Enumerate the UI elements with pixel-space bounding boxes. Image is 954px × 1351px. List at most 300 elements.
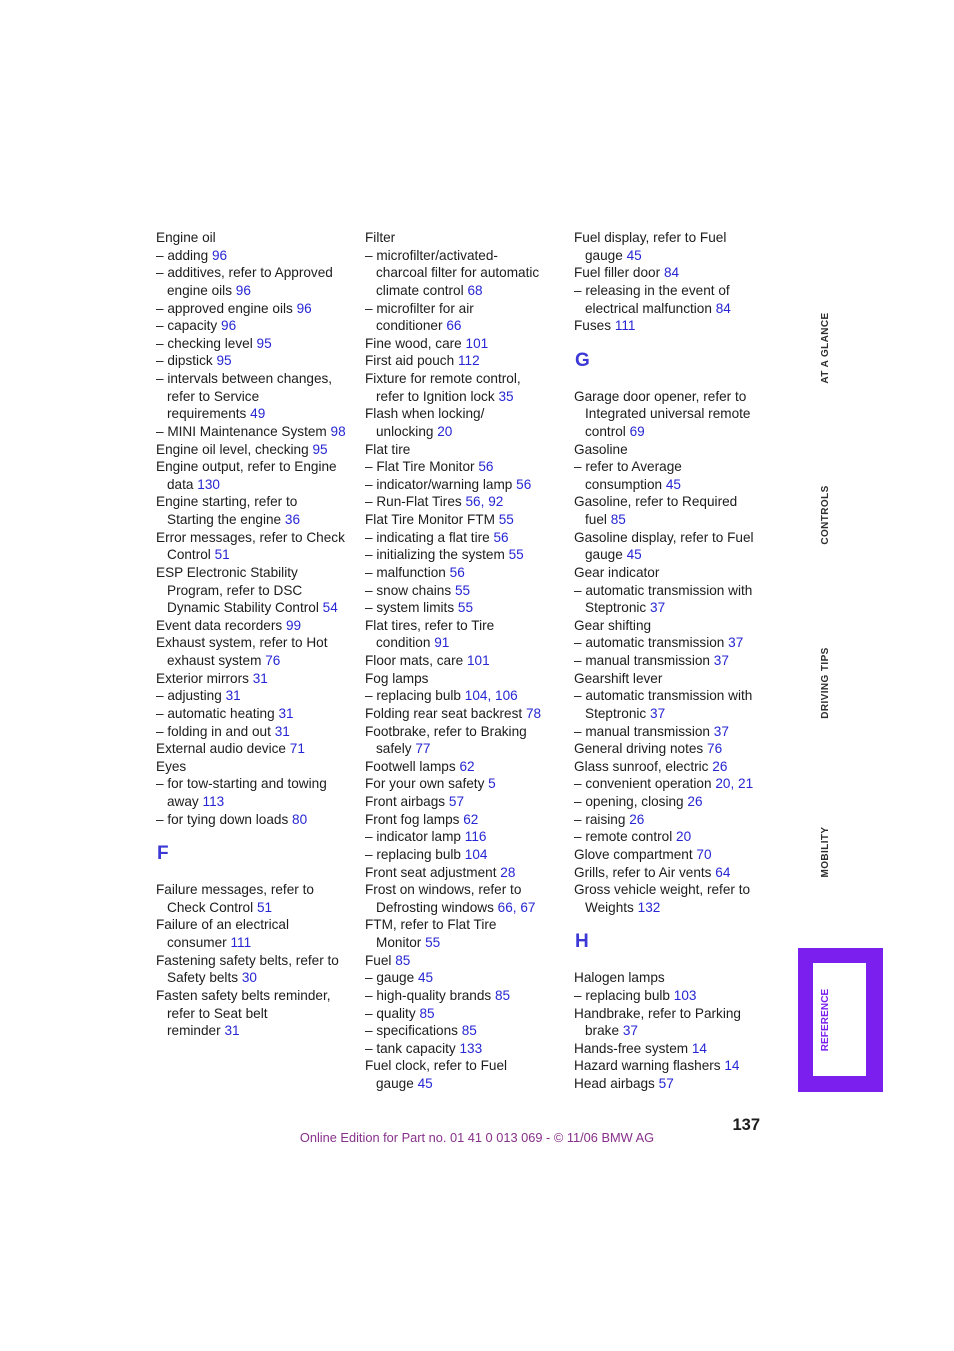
index-term-text: – malfunction — [365, 564, 446, 580]
page-link[interactable]: 20 — [715, 776, 731, 792]
page-link[interactable]: 55 — [457, 600, 474, 616]
index-entry-line — [365, 952, 565, 970]
index-entry — [365, 599, 565, 617]
index-term-text: Engine output, refer to Engine — [156, 459, 337, 475]
page-references — [499, 512, 514, 527]
page-link[interactable]: 26 — [712, 758, 728, 774]
page-link[interactable]: 45 — [626, 547, 642, 563]
index-term-text: Failure messages, refer to — [156, 882, 314, 898]
index-entry — [365, 405, 565, 440]
page-link[interactable]: 31 — [225, 688, 241, 704]
page-separator: , — [730, 776, 739, 792]
page-link[interactable]: 69 — [629, 423, 645, 439]
section-letter-g: G — [575, 349, 590, 371]
page-references — [714, 724, 729, 739]
page-link[interactable]: 96 — [235, 282, 251, 298]
page-references — [465, 847, 488, 862]
index-entry — [156, 529, 356, 564]
index-entry — [365, 1040, 565, 1058]
side-tab-controls: CONTROLS — [820, 485, 831, 545]
index-entry-line — [156, 634, 356, 652]
page-link[interactable]: 56 — [516, 476, 532, 492]
index-entry-line — [156, 300, 356, 318]
index-entry-line — [574, 229, 774, 247]
index-entry — [574, 388, 774, 441]
index-entry — [365, 811, 565, 829]
page-link[interactable]: 51 — [256, 899, 273, 915]
index-entry — [365, 370, 565, 405]
page-link[interactable]: 80 — [292, 811, 308, 827]
index-entry-line — [574, 1005, 774, 1023]
page-link[interactable]: 85 — [461, 1023, 477, 1039]
index-term-text: – automatic transmission with — [574, 688, 753, 704]
index-entry-line — [156, 441, 356, 459]
index-entry-line — [574, 282, 774, 300]
page-link[interactable]: 28 — [500, 864, 516, 880]
index-term-text: Engine oil — [156, 230, 216, 245]
index-entry-line — [376, 264, 565, 282]
index-entry-line — [156, 916, 356, 934]
page-link[interactable]: 101 — [465, 335, 489, 351]
page-link[interactable]: 45 — [417, 1076, 433, 1091]
page-references — [297, 301, 312, 316]
index-term-text: away — [167, 794, 199, 809]
page-references — [212, 248, 227, 263]
index-entry — [574, 564, 774, 582]
page-link[interactable]: 35 — [498, 388, 514, 404]
page-references — [659, 1076, 674, 1091]
index-term-text: Fuel clock, refer to Fuel — [365, 1058, 508, 1074]
index-entry — [574, 969, 774, 987]
page-link[interactable]: 71 — [289, 741, 305, 757]
index-entry — [365, 775, 565, 793]
index-entry — [156, 811, 356, 829]
index-term-text: Filter — [365, 230, 396, 245]
page-references — [498, 389, 513, 404]
index-term-text: – for tow-starting and towing — [156, 776, 327, 792]
page-link[interactable]: 66 — [497, 899, 513, 915]
index-entry-line — [376, 388, 565, 406]
index-term-text: Engine starting, refer to — [156, 494, 298, 510]
page-references — [674, 988, 697, 1003]
index-term-text: – additives, refer to Approved — [156, 265, 333, 281]
page-references — [286, 618, 301, 633]
index-entry-line — [167, 546, 356, 564]
index-term-text: External audio device — [156, 741, 286, 757]
index-entry-line — [365, 493, 565, 511]
index-term-text: Program, refer to DSC — [167, 582, 303, 598]
page-references — [236, 283, 251, 298]
side-tab-reference-marker — [798, 948, 883, 1092]
index-term-text: Front seat adjustment — [365, 864, 497, 880]
page-link[interactable]: 51 — [214, 547, 230, 563]
index-term-text: Error messages, refer to Check — [156, 529, 345, 545]
page-references — [664, 265, 679, 280]
page-link[interactable]: 37 — [622, 1023, 638, 1039]
page-link[interactable]: 98 — [330, 423, 346, 439]
index-entry — [365, 476, 565, 494]
index-entry — [365, 247, 565, 300]
index-term-text: fuel — [585, 512, 607, 527]
index-term-text: Engine oil level, checking — [156, 441, 309, 457]
index-entry — [574, 723, 774, 741]
index-entry — [574, 617, 774, 635]
index-term-text: Fine wood, care — [365, 335, 462, 351]
page-references — [715, 776, 753, 791]
index-entry — [156, 317, 356, 335]
index-term-text: – dipstick — [156, 353, 213, 369]
page-link[interactable]: 95 — [216, 353, 232, 369]
index-entry — [574, 282, 774, 317]
page-link[interactable]: 70 — [696, 846, 712, 862]
page-references — [696, 847, 711, 862]
index-entry-line — [156, 352, 356, 370]
page-references — [707, 741, 722, 756]
index-term-text: conditioner — [376, 318, 443, 334]
index-entry — [574, 670, 774, 688]
page-references — [437, 424, 452, 439]
index-term-text: Safety belts — [167, 970, 239, 986]
index-entry-line — [376, 899, 565, 917]
index-entry-line — [167, 969, 356, 987]
page-link[interactable]: 113 — [202, 794, 225, 809]
page-link[interactable]: 85 — [495, 987, 511, 1003]
side-tab-mobility: MOBILITY — [820, 826, 831, 878]
page-link[interactable]: 96 — [211, 247, 228, 263]
index-entry — [156, 493, 356, 528]
index-entry — [365, 952, 565, 970]
page-references — [253, 671, 268, 686]
index-entry — [365, 335, 565, 353]
page-link[interactable]: 55 — [454, 582, 471, 598]
index-entry-line — [574, 670, 774, 688]
index-entry-line — [365, 582, 565, 600]
index-term-text: – Flat Tire Monitor — [365, 459, 475, 475]
page-link[interactable]: 116 — [464, 829, 487, 845]
page-separator: , — [512, 899, 521, 915]
page-references — [257, 336, 272, 351]
page-references — [623, 1023, 638, 1038]
page-link[interactable]: 21 — [738, 776, 754, 792]
page-link[interactable]: 37 — [728, 635, 744, 651]
page-link[interactable]: 96 — [296, 300, 312, 316]
section-letter-h: H — [575, 931, 589, 953]
index-entry-line — [365, 723, 565, 741]
page-link[interactable]: 56 — [449, 564, 465, 580]
page-link[interactable]: 85 — [395, 952, 411, 968]
page-link[interactable]: 62 — [463, 811, 479, 827]
page-link[interactable]: 31 — [278, 705, 294, 721]
index-entry-line — [167, 899, 356, 917]
page-link[interactable]: 37 — [650, 705, 666, 721]
index-term-text: – indicating a flat tire — [365, 529, 490, 545]
page-link[interactable]: 85 — [610, 512, 626, 527]
page-references — [724, 1058, 739, 1073]
index-entry — [156, 370, 356, 423]
index-term-text: consumer — [167, 935, 227, 950]
index-term-text: Check Control — [167, 899, 254, 915]
page-link[interactable]: 56 — [465, 494, 481, 510]
page-link[interactable]: 45 — [665, 476, 681, 492]
page-link[interactable]: 36 — [284, 512, 301, 527]
index-entry — [156, 264, 356, 299]
index-term-text: – automatic transmission — [574, 635, 725, 651]
page-link[interactable]: 111 — [230, 935, 252, 950]
index-entry-line — [365, 352, 565, 370]
page-link[interactable]: 111 — [614, 318, 636, 334]
index-entry — [156, 723, 356, 741]
footer-edition-note: Online Edition for Part no. 01 41 0 013 069 - © 11/06 BMW AG — [299, 1130, 655, 1145]
page-link[interactable]: 5 — [488, 776, 496, 792]
index-entry-line — [574, 458, 774, 476]
index-entry-line — [365, 458, 565, 476]
index-entry — [365, 987, 565, 1005]
page-link[interactable]: 31 — [252, 670, 268, 686]
index-term-text: – folding in and out — [156, 723, 271, 739]
page-references — [450, 565, 465, 580]
index-term-text: – quality — [365, 1005, 416, 1021]
page-link[interactable]: 112 — [457, 353, 480, 369]
page-link[interactable]: 37 — [713, 723, 729, 739]
index-term-text: – MINI Maintenance System — [156, 423, 327, 439]
index-term-text: Integrated universal remote — [585, 406, 751, 422]
index-entry-line — [167, 1005, 356, 1023]
page-link[interactable]: 84 — [715, 300, 731, 316]
index-term-text: Flat tire — [365, 441, 411, 457]
index-entry-line — [376, 282, 565, 300]
page-link[interactable]: 78 — [525, 705, 542, 721]
page-link[interactable]: 31 — [224, 1023, 240, 1039]
page-link[interactable]: 49 — [250, 406, 266, 422]
page-link[interactable]: 133 — [459, 1040, 483, 1056]
index-entry-line — [574, 687, 774, 705]
index-entry — [156, 758, 356, 776]
page-link[interactable]: 56 — [493, 529, 509, 545]
index-term-text: data — [167, 476, 194, 492]
index-term-text: Folding rear seat backrest — [365, 705, 523, 721]
index-entry-line — [574, 529, 774, 547]
index-entry-line — [585, 423, 774, 441]
page-link[interactable]: 103 — [673, 987, 697, 1003]
index-entry — [365, 687, 565, 705]
page-references — [418, 1076, 433, 1091]
page-link[interactable]: 92 — [488, 494, 504, 510]
index-entry-line — [574, 723, 774, 741]
index-entry-line — [574, 846, 774, 864]
index-term-text: Eyes — [156, 758, 187, 774]
page-link[interactable]: 95 — [256, 335, 272, 351]
index-term-text: First aid pouch — [365, 353, 455, 369]
page-separator: , — [487, 688, 496, 704]
page-link[interactable]: 104 — [464, 688, 488, 704]
index-entry-line — [365, 511, 565, 529]
page-references — [728, 635, 743, 650]
page-link[interactable]: 68 — [467, 282, 483, 298]
page-references — [478, 459, 493, 474]
page-link[interactable]: 85 — [419, 1005, 435, 1021]
index-term-text: – capacity — [156, 318, 218, 334]
index-term-text: Weights — [585, 899, 634, 915]
page-link[interactable]: 55 — [425, 935, 441, 950]
index-entry — [156, 352, 356, 370]
page-references — [463, 812, 478, 827]
page-link[interactable]: 91 — [434, 635, 450, 651]
index-entry-line — [574, 388, 774, 406]
index-term-text: Handbrake, refer to Parking — [574, 1005, 741, 1021]
page-link[interactable]: 30 — [241, 970, 257, 986]
index-entry — [365, 441, 565, 459]
page-link[interactable]: 55 — [508, 547, 524, 563]
index-entry — [574, 1005, 774, 1040]
page-link[interactable]: 55 — [498, 512, 514, 527]
index-term-text: – replacing bulb — [574, 987, 670, 1003]
page-link[interactable]: 67 — [520, 899, 536, 915]
page-references — [203, 794, 225, 809]
index-term-text: Flash when locking/ — [365, 406, 485, 422]
page-references — [714, 653, 729, 668]
page-link[interactable]: 20 — [437, 423, 453, 439]
page-link[interactable]: 45 — [417, 970, 434, 986]
index-entry-line — [156, 458, 356, 476]
page-link[interactable]: 62 — [459, 758, 475, 774]
index-entry — [365, 582, 565, 600]
page-references — [434, 635, 449, 650]
index-entry — [365, 617, 565, 652]
index-entry-line — [365, 1040, 565, 1058]
index-entry — [365, 969, 565, 987]
index-entry-line — [574, 617, 774, 635]
page-link[interactable]: 106 — [495, 688, 518, 704]
index-entry — [574, 458, 774, 493]
index-term-text: Fixture for remote control, — [365, 371, 521, 386]
index-entry-line — [574, 634, 774, 652]
index-term-text: General driving notes — [574, 741, 704, 757]
page-references — [446, 318, 461, 333]
index-entry-line — [365, 793, 565, 811]
page-references — [627, 547, 642, 562]
index-entry — [156, 952, 356, 987]
index-entry-line — [365, 300, 565, 318]
index-entry-line — [585, 1022, 774, 1040]
index-term-text: Fasten safety belts reminder, — [156, 987, 331, 1003]
index-entry-line — [156, 775, 356, 793]
index-entry — [574, 634, 774, 652]
index-term-text: – checking level — [156, 335, 253, 351]
index-term-text: – indicator lamp — [365, 829, 461, 845]
index-term-text: safely — [376, 741, 412, 757]
page-number: 137 — [732, 1116, 760, 1134]
page-references — [226, 688, 241, 703]
index-entry-line — [574, 1057, 774, 1075]
page-references — [712, 759, 727, 774]
page-link[interactable]: 31 — [274, 723, 290, 739]
index-entry — [574, 740, 774, 758]
index-entry-line — [574, 493, 774, 511]
page-references — [221, 318, 236, 333]
page-link[interactable]: 45 — [626, 247, 642, 263]
index-entry-line — [574, 828, 774, 846]
index-entry-line — [365, 916, 565, 934]
index-term-text: climate control — [376, 282, 464, 298]
page-link[interactable]: 66 — [446, 318, 462, 334]
index-term-text: Fuel — [365, 952, 392, 968]
index-entry-line — [585, 899, 774, 917]
index-entry — [365, 846, 565, 864]
index-entry-line — [365, 846, 565, 864]
page-link[interactable]: 14 — [724, 1058, 740, 1074]
page-link[interactable]: 37 — [713, 653, 729, 668]
page-references — [716, 301, 731, 316]
index-entry — [156, 634, 356, 669]
index-entry — [156, 916, 356, 951]
index-entry — [156, 881, 356, 916]
index-term-text: Gear indicator — [574, 564, 660, 580]
index-term-text: – opening, closing — [574, 794, 684, 809]
index-term-text: Garage door opener, refer to — [574, 388, 747, 404]
index-entry — [574, 864, 774, 882]
index-entry — [574, 828, 774, 846]
index-entry-line — [574, 864, 774, 882]
index-term-text: Starting the engine — [167, 512, 282, 527]
page-link[interactable]: 101 — [467, 653, 490, 668]
side-tab-at-a-glance: AT A GLANCE — [820, 312, 831, 384]
page-link[interactable]: 96 — [221, 318, 237, 334]
page-references — [230, 935, 251, 950]
page-link[interactable]: 64 — [715, 864, 731, 880]
page-link[interactable]: 57 — [448, 794, 465, 809]
page-link[interactable]: 37 — [650, 600, 666, 616]
page-references — [415, 741, 430, 756]
index-entry-line — [365, 775, 565, 793]
index-term-text: Failure of an electrical — [156, 917, 289, 933]
index-term-text: exhaust system — [167, 653, 262, 668]
page-link[interactable]: 76 — [707, 741, 723, 757]
index-entry — [365, 300, 565, 335]
page-link[interactable]: 130 — [197, 476, 220, 492]
index-entry-line — [574, 441, 774, 459]
page-link[interactable]: 95 — [312, 441, 328, 457]
page-link[interactable]: 14 — [691, 1040, 707, 1056]
page-link[interactable]: 77 — [415, 741, 431, 757]
index-entry-line — [574, 652, 774, 670]
index-term-text: – for tying down loads — [156, 811, 289, 827]
index-term-text: Exterior mirrors — [156, 670, 249, 686]
index-term-text: gauge — [376, 1076, 414, 1091]
index-entry-line — [585, 405, 774, 423]
page-link[interactable]: 84 — [663, 265, 680, 281]
page-link[interactable]: 20 — [676, 829, 692, 845]
index-term-text: Gearshift lever — [574, 670, 663, 686]
page-link[interactable]: 104 — [464, 846, 488, 862]
index-entry — [156, 423, 356, 441]
index-term-text: – system limits — [365, 600, 455, 616]
index-term-text: – automatic heating — [156, 705, 275, 721]
page-link[interactable]: 26 — [629, 811, 645, 827]
index-entry — [156, 987, 356, 1040]
page-link[interactable]: 57 — [658, 1076, 674, 1091]
index-term-text: Front fog lamps — [365, 811, 460, 827]
page-references — [458, 353, 480, 368]
page-link[interactable]: 99 — [285, 617, 302, 633]
index-entry — [574, 317, 774, 335]
index-term-text: Floor mats, care — [365, 653, 464, 668]
page-link[interactable]: 56 — [478, 459, 494, 475]
page-references — [676, 829, 691, 844]
page-link[interactable]: 132 — [637, 899, 661, 915]
page-link[interactable]: 54 — [322, 600, 338, 616]
page-link[interactable]: 26 — [687, 794, 703, 809]
page-link[interactable]: 76 — [265, 653, 281, 668]
